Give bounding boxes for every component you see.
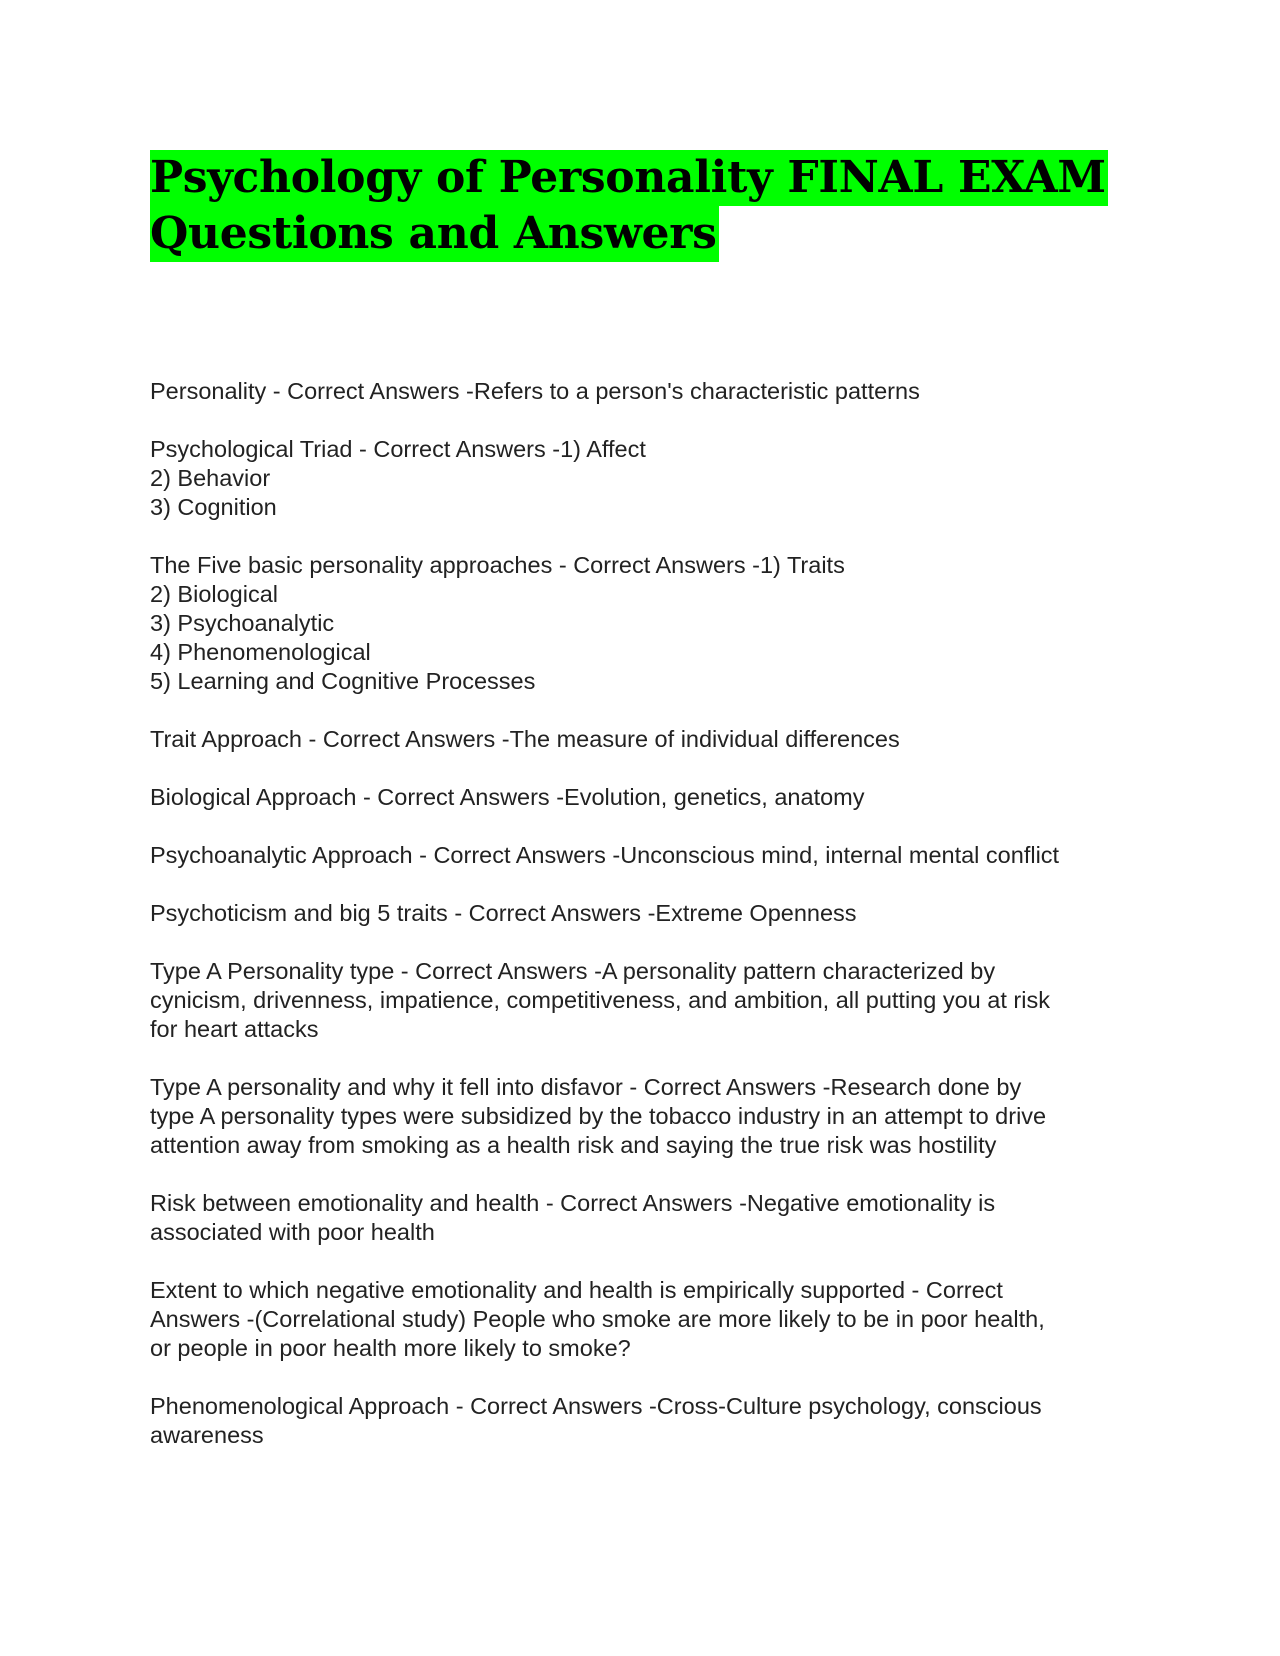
qa-entry-line: 5) Learning and Cognitive Processes [150, 668, 536, 694]
qa-entry-line: Psychoanalytic Approach - Correct Answers -Unconscious mind, internal mental conflict [150, 842, 1060, 868]
qa-entry-line: associated with poor health [150, 1219, 435, 1245]
qa-entry-line: 3) Cognition [150, 494, 277, 520]
qa-entry [150, 1392, 1140, 1450]
qa-entry-line: Extent to which negative emotionality and health is empirically supported - Correct [150, 1277, 1003, 1303]
qa-list [150, 377, 1140, 1479]
qa-entry [150, 551, 1140, 696]
qa-entry [150, 783, 1140, 812]
qa-entry [150, 1276, 1140, 1363]
qa-entry-line: The Five basic personality approaches - Correct Answers -1) Traits [150, 552, 845, 578]
qa-entry [150, 957, 1140, 1044]
qa-entry-line: 3) Psychoanalytic [150, 610, 335, 636]
title-line-2: Questions and Answers [150, 206, 719, 262]
qa-entry [150, 435, 1140, 522]
qa-entry-line: Type A Personality type - Correct Answers -A personality pattern characterized by [150, 958, 996, 984]
title-line-1: Psychology of Personality FINAL EXAM [150, 150, 1108, 206]
qa-entry-line: awareness [150, 1422, 264, 1448]
qa-entry-line: Answers -(Correlational study) People who smoke are more likely to be in poor health, [150, 1306, 1045, 1332]
qa-entry-line: Type A personality and why it fell into disfavor - Correct Answers -Research done by [150, 1074, 1022, 1100]
qa-entry [150, 841, 1140, 870]
qa-entry [150, 1189, 1140, 1247]
qa-entry-line: Biological Approach - Correct Answers -Evolution, genetics, anatomy [150, 784, 865, 810]
qa-entry-line: Psychological Triad - Correct Answers -1) Affect [150, 436, 646, 462]
qa-entry [150, 1073, 1140, 1160]
qa-entry-line: type A personality types were subsidized by the tobacco industry in an attempt to drive [150, 1103, 1047, 1129]
qa-entry [150, 377, 1140, 406]
qa-entry-line: 2) Biological [150, 581, 279, 607]
qa-entry-line: cynicism, drivenness, impatience, competitiveness, and ambition, all putting you at risk [150, 987, 1050, 1013]
qa-entry-line: or people in poor health more likely to smoke? [150, 1335, 631, 1361]
qa-entry-line: Trait Approach - Correct Answers -The measure of individual differences [150, 726, 900, 752]
qa-entry-line: Psychoticism and big 5 traits - Correct Answers -Extreme Openness [150, 900, 857, 926]
qa-entry-line: attention away from smoking as a health risk and saying the true risk was hostility [150, 1132, 997, 1158]
document-title [150, 150, 1106, 262]
qa-entry [150, 725, 1140, 754]
qa-entry-line: 4) Phenomenological [150, 639, 371, 665]
qa-entry [150, 899, 1140, 928]
qa-entry-line: Risk between emotionality and health - Correct Answers -Negative emotionality is [150, 1190, 996, 1216]
qa-entry-line: Phenomenological Approach - Correct Answers -Cross-Culture psychology, conscious [150, 1393, 1042, 1419]
qa-entry-line: for heart attacks [150, 1016, 319, 1042]
qa-entry-line: Personality - Correct Answers -Refers to a person's characteristic patterns [150, 378, 920, 404]
qa-entry-line: 2) Behavior [150, 465, 271, 491]
